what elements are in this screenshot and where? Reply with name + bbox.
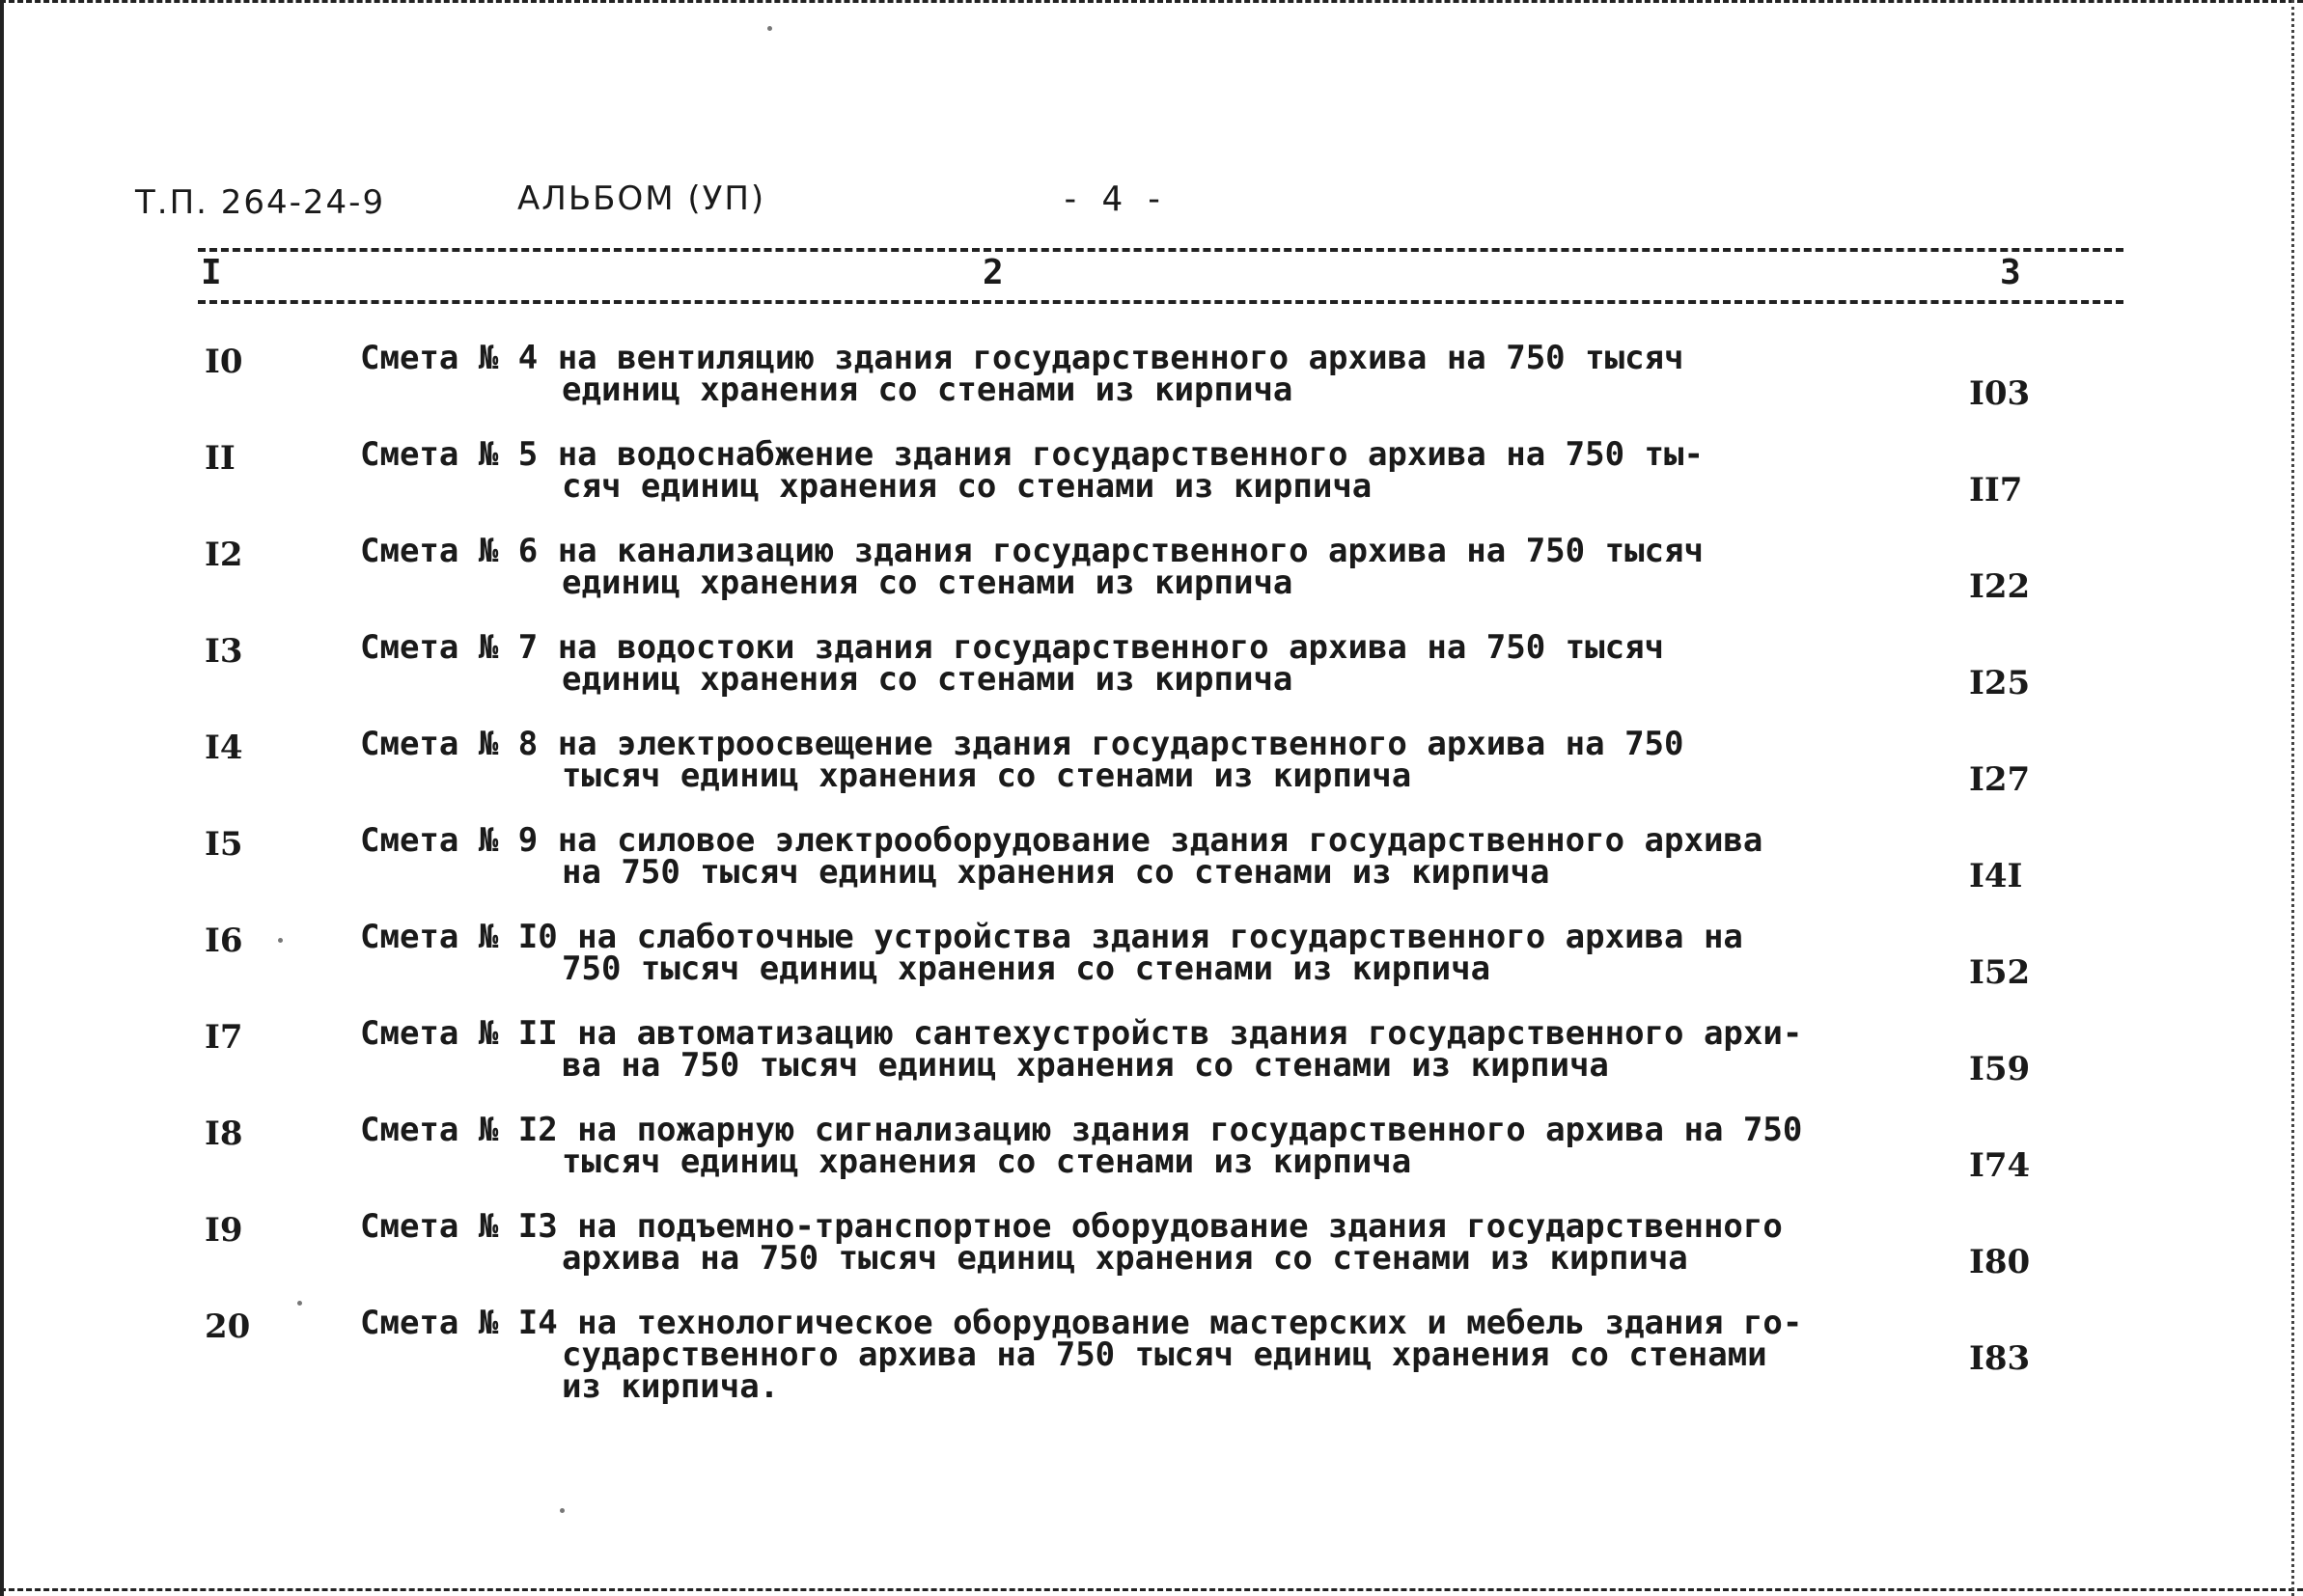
item-number: I9 (205, 1211, 243, 1250)
item-number: I7 (205, 1018, 243, 1057)
project-code: Т.П. 264-24-9 (135, 183, 386, 222)
dashed-rule-top (198, 248, 2123, 252)
column-header-3: 3 (2000, 253, 2021, 292)
page-number: - 4 - (1060, 179, 1165, 219)
scan-border-top (0, 0, 2303, 6)
item-title: Смета № 7 на водостоки здания государственного архива на 750 тысяч единиц хранения со стенами из кирпича (360, 628, 1665, 699)
item-title: Смета № 6 на канализацию здания государственного архива на 750 тысяч единиц хранения со стенами из кирпича (360, 532, 1704, 602)
list-item (0, 1111, 2303, 1201)
item-page: I59 (1969, 1050, 2031, 1088)
item-number: I4 (205, 729, 243, 767)
scan-speck (297, 1301, 302, 1306)
item-page: I25 (1969, 664, 2031, 702)
item-number: II (205, 439, 236, 478)
list-item (0, 1014, 2303, 1105)
page-header (0, 174, 2303, 232)
list-item (0, 918, 2303, 1008)
item-title: Смета № I3 на подъемно-транспортное оборудование здания государственного архива на 750 тысяч единиц хранения со стенами из кирпича (360, 1207, 1783, 1278)
scan-speck (278, 938, 283, 943)
item-number: I6 (205, 922, 243, 960)
item-number: I8 (205, 1114, 243, 1153)
list-item (0, 339, 2303, 429)
list-item (0, 435, 2303, 526)
item-number: I5 (205, 825, 243, 864)
item-page: I22 (1969, 567, 2031, 606)
scan-speck (560, 1508, 565, 1513)
dashed-rule-bottom (198, 300, 2123, 304)
item-page: II7 (1969, 471, 2023, 509)
list-item (0, 1304, 2303, 1423)
item-number: I2 (205, 536, 243, 574)
item-title: Смета № II на автоматизацию сантехустройств здания государственного архи- ва на 750 тысяч единиц хранения со стенами из кирпича (360, 1014, 1803, 1085)
list-item (0, 821, 2303, 912)
item-title: Смета № I0 на слаботочные устройства здания государственного архива на 750 тысяч единиц хранения со стенами из кирпича (360, 918, 1743, 988)
item-page: I83 (1969, 1339, 2031, 1378)
item-page: I03 (1969, 374, 2031, 413)
column-header-1: I (201, 253, 222, 292)
list-item (0, 532, 2303, 622)
list-item (0, 1207, 2303, 1298)
album-label: АЛЬБОМ (УП) (517, 179, 766, 218)
item-title: Смета № 4 на вентиляцию здания государственного архива на 750 тысяч единиц хранения со стенами из кирпича (360, 339, 1684, 409)
item-number: 20 (205, 1307, 251, 1346)
item-title: Смета № 8 на электроосвещение здания государственного архива на 750 тысяч единиц хранения со стенами из кирпича (360, 725, 1684, 795)
item-page: I52 (1969, 953, 2031, 992)
item-number: I0 (205, 343, 243, 381)
scan-speck (767, 26, 772, 31)
item-title: Смета № I4 на технологическое оборудование мастерских и мебель здания го- сударственного архива на 750 тысяч единиц хранения со стенами из кирпича. (360, 1304, 1803, 1406)
item-page: I74 (1969, 1146, 2031, 1185)
column-header-2: 2 (983, 253, 1004, 292)
item-title: Смета № 9 на силовое электрооборудование здания государственного архива на 750 тысяч единиц хранения со стенами из кирпича (360, 821, 1763, 892)
item-page: I27 (1969, 760, 2031, 799)
item-number: I3 (205, 632, 243, 671)
item-title: Смета № I2 на пожарную сигнализацию здания государственного архива на 750 тысяч единиц хранения со стенами из кирпича (360, 1111, 1803, 1181)
item-page: I80 (1969, 1243, 2031, 1281)
item-page: I4I (1969, 857, 2023, 895)
list-item (0, 725, 2303, 815)
item-title: Смета № 5 на водоснабжение здания государственного архива на 750 ты- сяч единиц хранения со стенами из кирпича (360, 435, 1704, 506)
scan-border-bottom (0, 1588, 2303, 1594)
list-item (0, 628, 2303, 719)
